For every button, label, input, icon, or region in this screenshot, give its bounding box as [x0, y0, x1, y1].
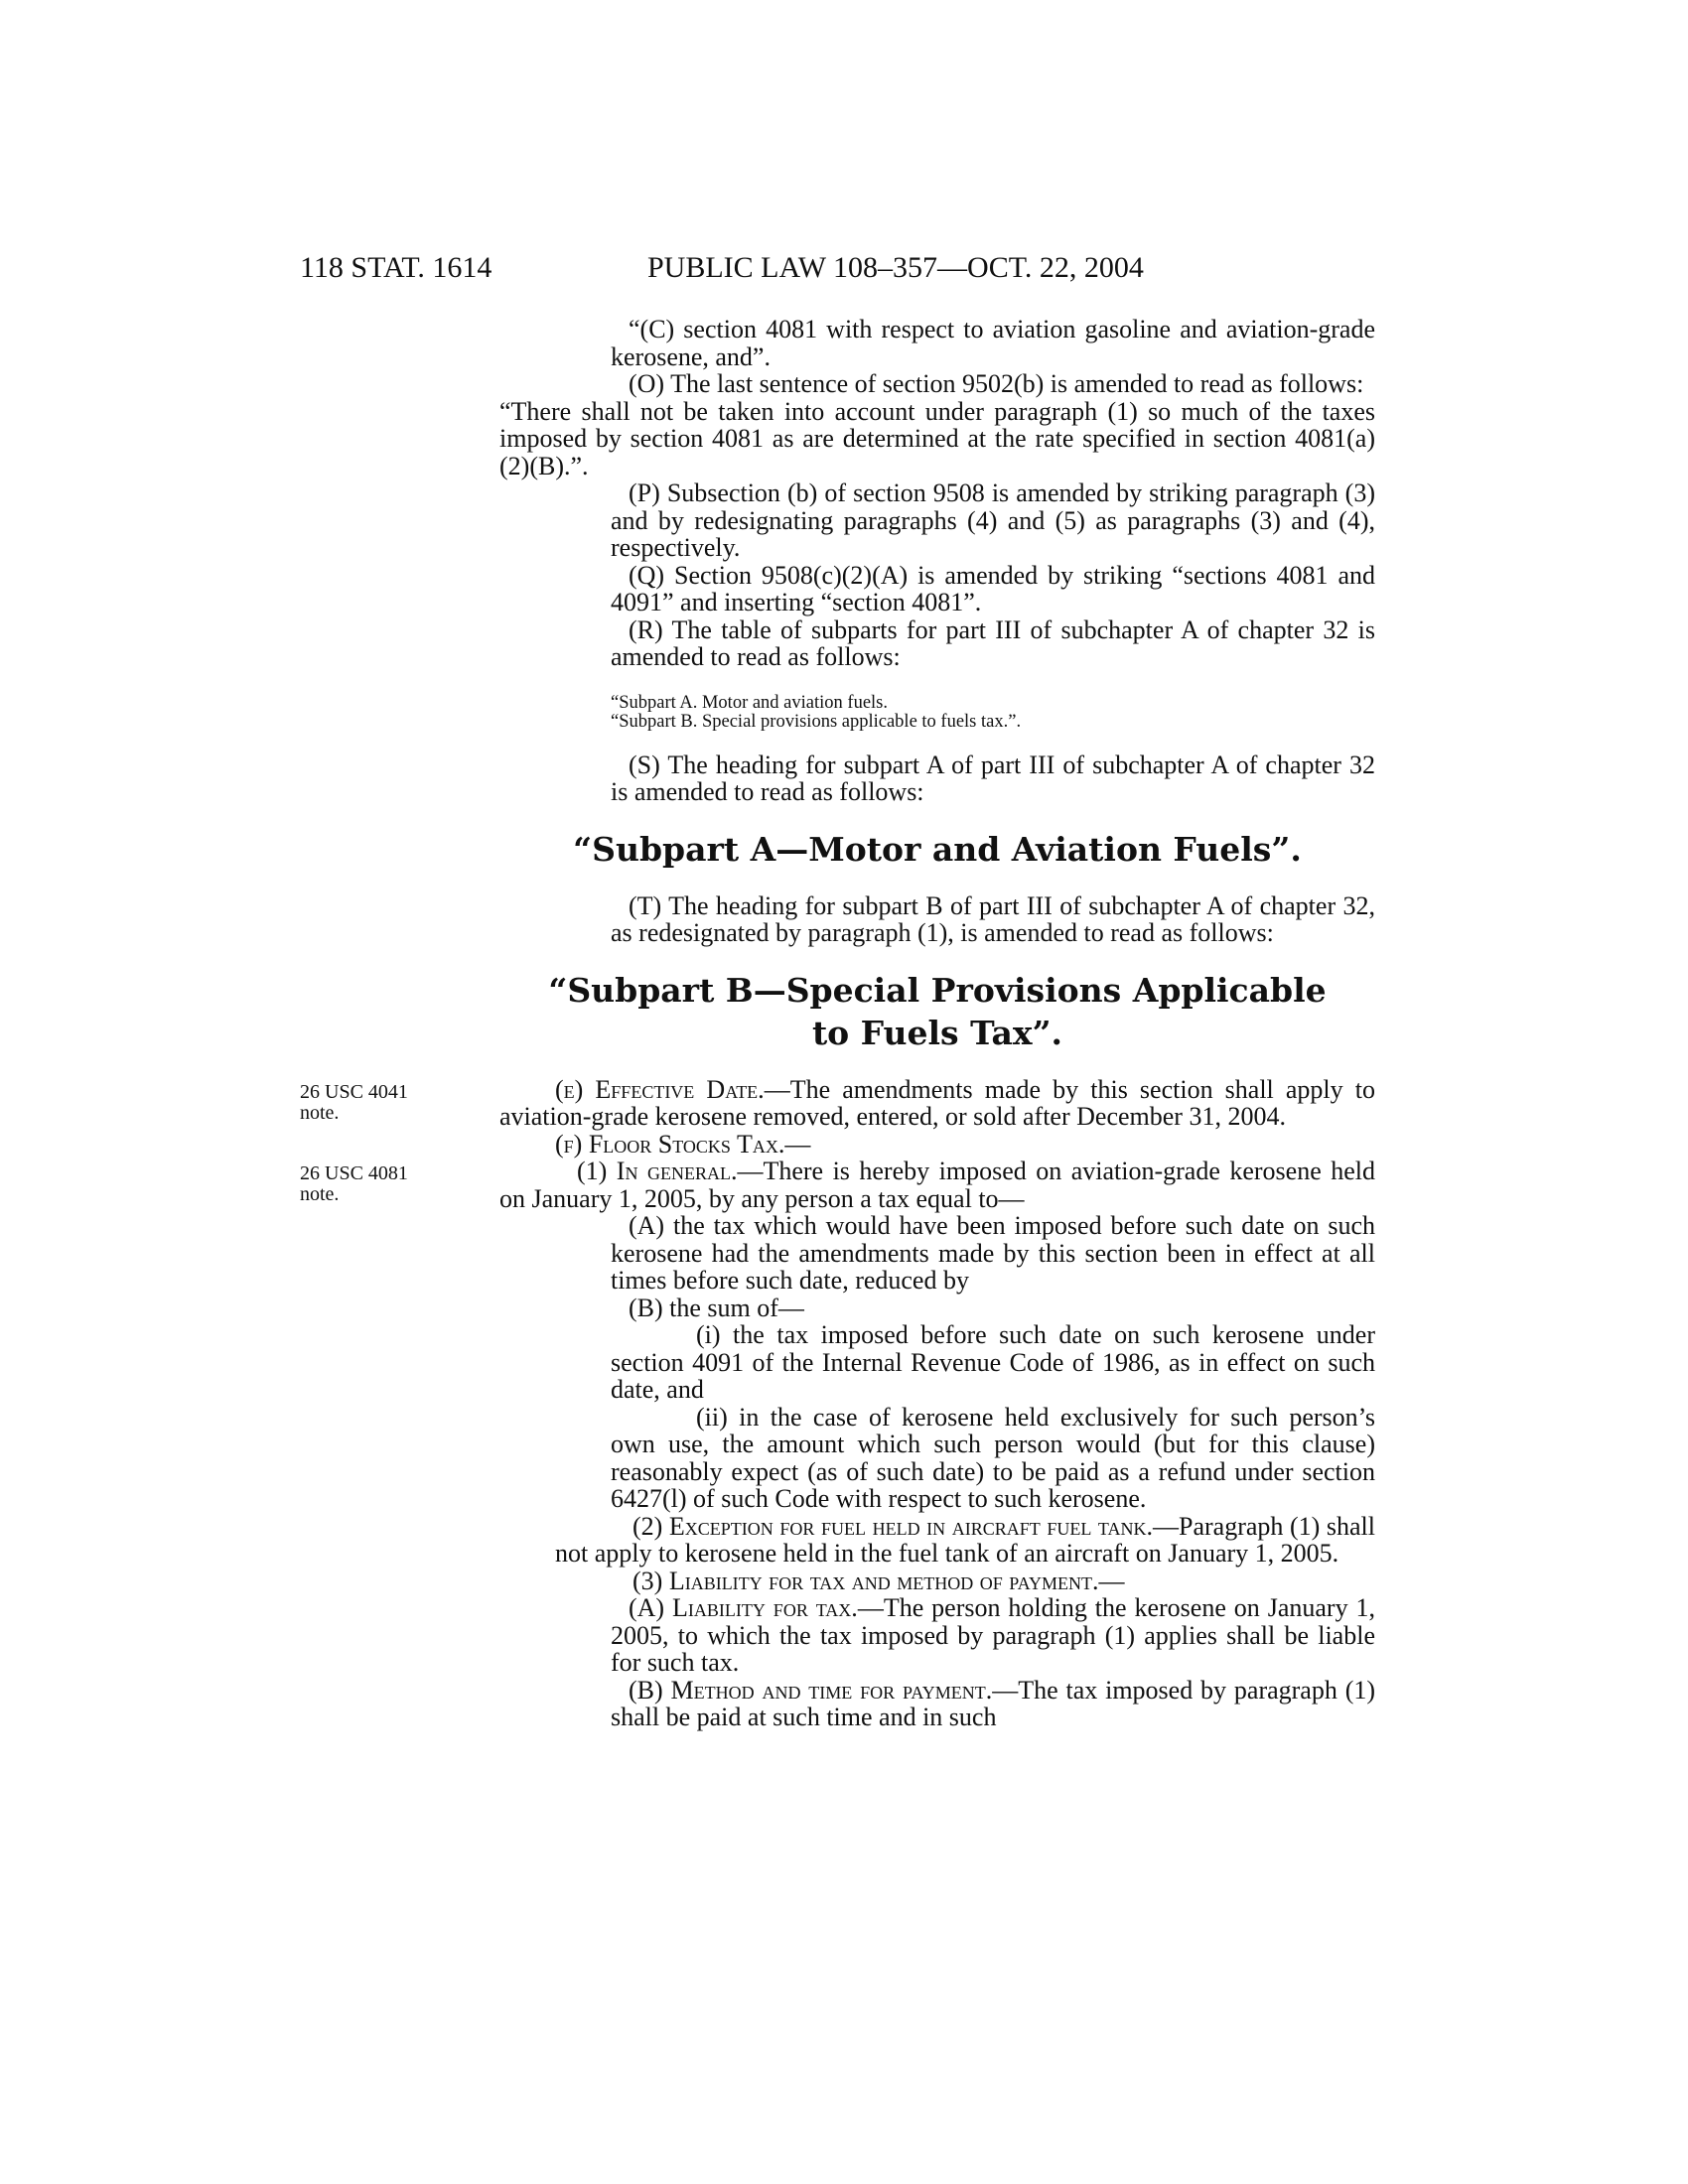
para-f2-label: (2) Exception for fuel held in aircraft fuel tank. [633, 1511, 1153, 1541]
para-p: (P) Subsection (b) of section 9508 is amended by striking paragraph (3) and by redesignating paragraphs (4) and (5) as paragraphs (3) and (4), respectively. [611, 478, 1375, 562]
para-f3-label: (3) Liability for tax and method of payment. [633, 1566, 1099, 1595]
para-o-quote: “There shall not be taken into account under paragraph (1) so much of the taxes imposed by section 4081 as are determined at the rate specified in section 4081(a)(2)(B).”. [499, 396, 1375, 480]
margin-note-4081: 26 USC 4081 note. [300, 1162, 408, 1205]
para-f-label: (f) Floor Stocks Tax. [555, 1129, 785, 1159]
margin-note-4041: 26 USC 4041 note. [300, 1081, 408, 1124]
document-body [499, 316, 1375, 1731]
para-f1-b-ii: (ii) in the case of kerosene held exclusively for such person’s own use, the amount which such person would (but for this clause) reasonably expect (as of such date) to be paid as a refund under section 6427(l) of such Code with respect to such kerosene. [611, 1402, 1375, 1513]
para-f1-a: (A) the tax which would have been imposed before such date on such kerosene had the amendments made by this section been in effect at all times before such date, reduced by [611, 1211, 1375, 1295]
toc-entry-a: “Subpart A. Motor and aviation fuels. [611, 692, 888, 713]
para-f1: (1) In general.—There is hereby imposed on aviation-grade kerosene held on January 1, 2005, by any person a tax equal to— [499, 1157, 1375, 1213]
page-stat-number: 118 STAT. 1614 [300, 251, 492, 284]
para-f1-b-i: (i) the tax imposed before such date on such kerosene under section 4091 of the Internal Revenue Code of 1986, as in effect on such date, and [611, 1320, 1375, 1404]
para-c: “(C) section 4081 with respect to aviation gasoline and aviation-grade kerosene, and”. [611, 315, 1375, 371]
para-f: (f) Floor Stocks Tax.— [555, 1129, 811, 1159]
para-q: (Q) Section 9508(c)(2)(A) is amended by striking “sections 4081 and 4091” and inserting “section 4081”. [611, 560, 1375, 616]
para-f3-b: (B) Method and time for payment.—The tax imposed by paragraph (1) shall be paid at such time and in such [611, 1675, 1376, 1731]
para-f1-label: (1) In general. [577, 1157, 738, 1185]
para-f3-a: (A) Liability for tax.—The person holding the kerosene on January 1, 2005, to which the tax imposed by paragraph (1) applies shall be liable for such tax. [611, 1593, 1376, 1677]
subpart-b-heading: “Subpart B—Special Provisions Applicable to Fuels Tax”. [548, 970, 1327, 1052]
para-f1-b: (B) the sum of— [629, 1293, 804, 1322]
para-f2: (2) Exception for fuel held in aircraft fuel tank.—Paragraph (1) shall not apply to kerosene held in the fuel tank of an aircraft on January 1, 2005. [555, 1511, 1375, 1568]
para-f3-b-label: (B) Method and time for payment. [629, 1675, 993, 1705]
para-t: (T) The heading for subpart B of part III of subchapter A of chapter 32, as redesignated by paragraph (1), is amended to read as follows: [611, 890, 1375, 947]
para-f3-a-label: (A) Liability for tax. [629, 1593, 858, 1622]
subpart-a-heading: “Subpart A—Motor and Aviation Fuels”. [573, 829, 1302, 869]
subparts-table [611, 694, 1375, 732]
para-o: (O) The last sentence of section 9502(b) is amended to read as follows: [629, 369, 1364, 398]
para-e-label: (e) Effective Date. [555, 1074, 765, 1104]
para-r: (R) The table of subparts for part III of subchapter A of chapter 32 is amended to read as follows: [611, 614, 1375, 671]
para-f3: (3) Liability for tax and method of payment.— [633, 1566, 1125, 1595]
para-s: (S) The heading for subpart A of part III of subchapter A of chapter 32 is amended to read as follows: [611, 750, 1375, 806]
toc-entry-b: “Subpart B. Special provisions applicable to fuels tax.”. [611, 711, 1022, 732]
para-e: (e) Effective Date.—The amendments made by this section shall apply to aviation-grade kerosene removed, entered, or sold after December 31, 2004. [499, 1074, 1375, 1131]
running-header: PUBLIC LAW 108–357—OCT. 22, 2004 [647, 251, 1144, 284]
